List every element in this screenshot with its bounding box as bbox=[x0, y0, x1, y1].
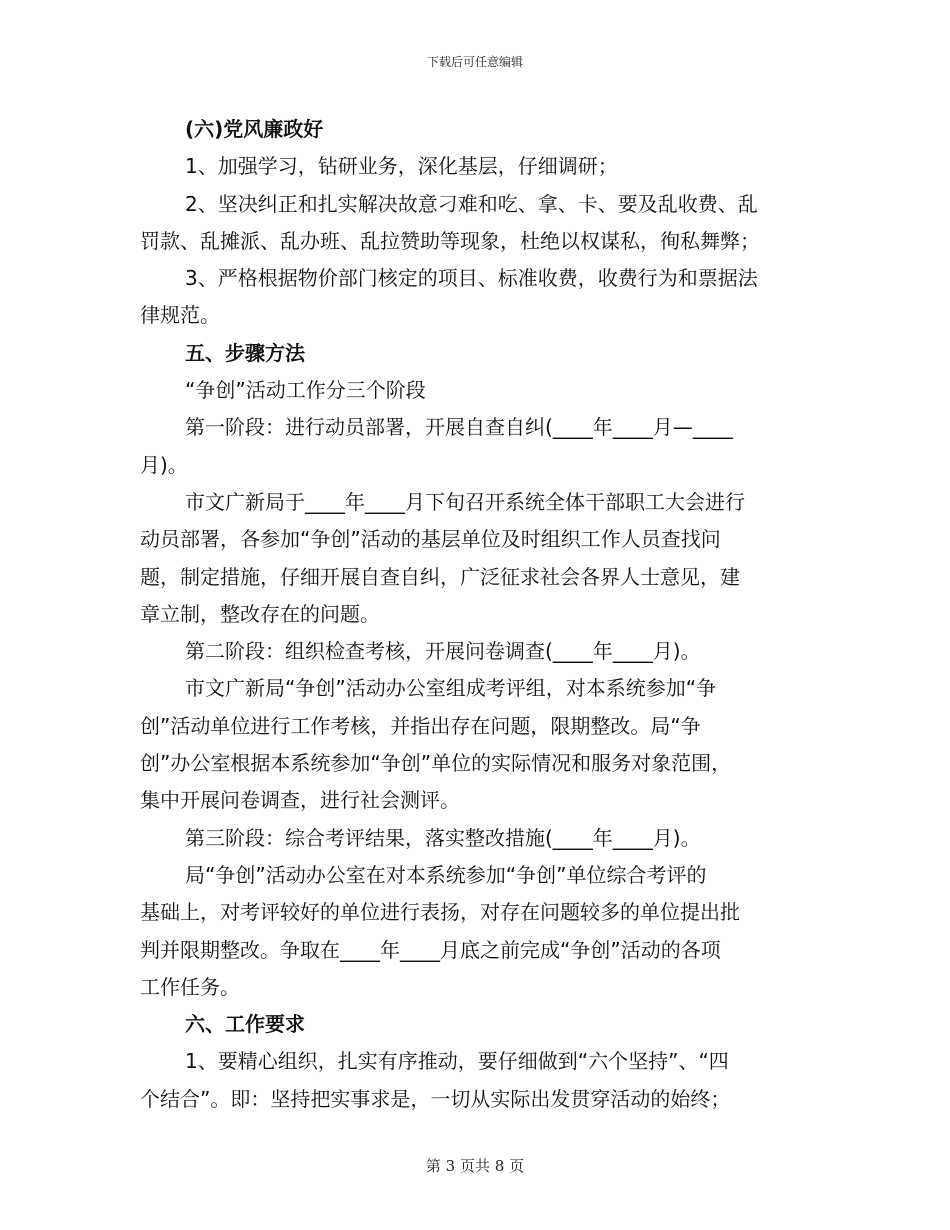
paragraph-line: 市文广新局“争创”活动办公室组成考评组，对本系统参加“争 bbox=[185, 676, 717, 701]
paragraph-line: 1、加强学习，钻研业务，深化基层，仔细调研； bbox=[185, 154, 618, 179]
section-heading: (六)党风廉政好 bbox=[185, 117, 324, 141]
paragraph-line: 第三阶段：综合考评结果，落实整改措施(____年____月)。 bbox=[185, 825, 701, 850]
paragraph-line: 市文广新局于____年____月下旬召开系统全体干部职工大会进行 bbox=[185, 489, 745, 514]
paragraph-line: 动员部署，各参加“争创”活动的基层单位及时组织工作人员查找问 bbox=[140, 527, 721, 552]
paragraph-line: 工作任务。 bbox=[140, 974, 240, 999]
page-footer: 第 3 页共 8 页 bbox=[425, 1157, 525, 1175]
paragraph-line: 创”活动单位进行工作考核，并指出存在问题，限期整改。局“争 bbox=[140, 713, 701, 738]
page-header: 下载后可任意编辑 bbox=[426, 55, 523, 69]
paragraph-line: 律规范。 bbox=[140, 303, 220, 328]
paragraph-line: 基础上，对考评较好的单位进行表扬，对存在问题较多的单位提出批 bbox=[140, 900, 740, 925]
paragraph-line: 题，制定措施，仔细开展自查自纠，广泛征求社会各界人士意见，建 bbox=[140, 564, 740, 589]
paragraph-line: 1、要精心组织，扎实有序推动，要仔细做到“六个坚持”、“四 bbox=[185, 1049, 729, 1074]
paragraph-line: “争创”活动工作分三个阶段 bbox=[185, 378, 426, 403]
paragraph-line: 第一阶段：进行动员部署，开展自查自纠(____年____月—____ bbox=[185, 415, 733, 440]
paragraph-line: 罚款、乱摊派、乱办班、乱拉赞助等现象，杜绝以权谋私，徇私舞弊； bbox=[140, 228, 760, 253]
paragraph-line: 判并限期整改。争取在____年____月底之前完成“争创”活动的各项 bbox=[140, 937, 721, 962]
paragraph-line: 个结合”。即：坚持把实事求是，一切从实际出发贯穿活动的始终； bbox=[140, 1086, 731, 1111]
paragraph-line: 月)。 bbox=[140, 452, 188, 477]
paragraph-line: 3、严格根据物价部门核定的项目、标准收费，收费行为和票据法 bbox=[185, 266, 758, 291]
section-heading: 六、工作要求 bbox=[185, 1012, 305, 1037]
paragraph-line: 2、坚决纠正和扎实解决故意刁难和吃、拿、卡、要及乱收费、乱 bbox=[185, 191, 758, 216]
paragraph-line: 章立制，整改存在的问题。 bbox=[140, 601, 380, 626]
paragraph-line: 第二阶段：组织检查考核，开展问卷调查(____年____月)。 bbox=[185, 639, 701, 664]
document-body bbox=[140, 111, 808, 1118]
section-heading: 五、步骤方法 bbox=[185, 340, 305, 365]
paragraph-line: 集中开展问卷调查，进行社会测评。 bbox=[140, 788, 460, 813]
paragraph-line: 局“争创”活动办公室在对本系统参加“争创”单位综合考评的 bbox=[185, 862, 707, 887]
paragraph-line: 创”办公室根据本系统参加“争创”单位的实际情况和服务对象范围， bbox=[140, 751, 732, 776]
